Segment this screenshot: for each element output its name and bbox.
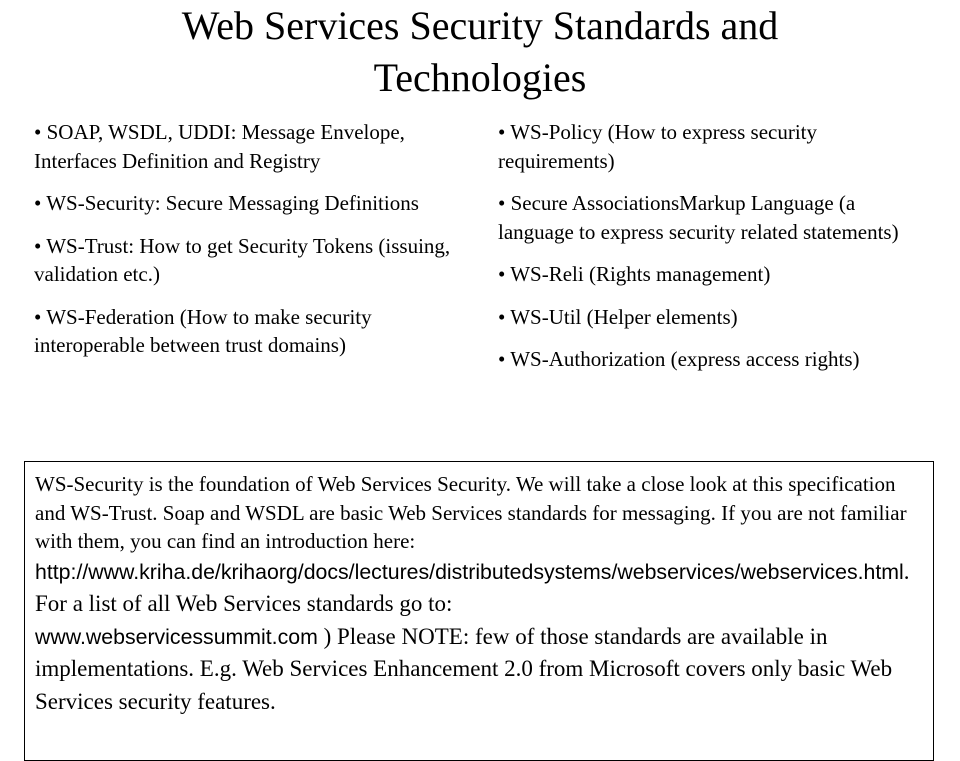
slide-title-line2: Technologies bbox=[373, 55, 587, 100]
right-bullet-list bbox=[498, 118, 928, 388]
bullet-item: • WS-Reli (Rights management) bbox=[498, 262, 771, 286]
bullet-item: • WS-Policy (How to express security requirements) bbox=[498, 120, 817, 173]
slide-title bbox=[0, 0, 960, 104]
notes-url-introduction[interactable]: http://www.kriha.de/krihaorg/docs/lectures/distributedsystems/webservices/webservices.html bbox=[35, 559, 904, 584]
bullet-item: • WS-Util (Helper elements) bbox=[498, 304, 738, 329]
bullet-item: • WS-Authorization (express access rights) bbox=[498, 347, 860, 371]
bullet-item: • Secure AssociationsMarkup Language (a language to express security related statements) bbox=[498, 191, 899, 244]
speaker-notes-box bbox=[24, 461, 934, 761]
notes-implementation-text: ) Please NOTE: few of those standards are available in implementations. E.g. Web Services Enhancement 2.0 from Microsoft covers only basic Web Services security features. bbox=[35, 623, 893, 714]
notes-url-summit[interactable]: www.webservicessummit.com bbox=[35, 624, 318, 649]
notes-intro-text: WS-Security is the foundation of Web Services Security. We will take a close look at this specification and WS-Trust. Soap and WSDL are basic Web Services standards for messaging. If you are not familiar with them, you can find an introduction here: bbox=[35, 472, 907, 553]
bullet-item: • WS-Trust: How to get Security Tokens (issuing, validation etc.) bbox=[34, 233, 451, 286]
bullet-item: • WS-Federation (How to make security interoperable between trust domains) bbox=[34, 304, 372, 357]
bullet-item: • WS-Security: Secure Messaging Definitions bbox=[34, 191, 419, 215]
slide-title-line1: Web Services Security Standards and bbox=[181, 3, 779, 48]
notes-standards-text: . For a list of all Web Services standards go to: bbox=[35, 558, 910, 616]
bullet-item: • SOAP, WSDL, UDDI: Message Envelope, Interfaces Definition and Registry bbox=[34, 120, 405, 173]
left-bullet-list bbox=[34, 118, 474, 374]
